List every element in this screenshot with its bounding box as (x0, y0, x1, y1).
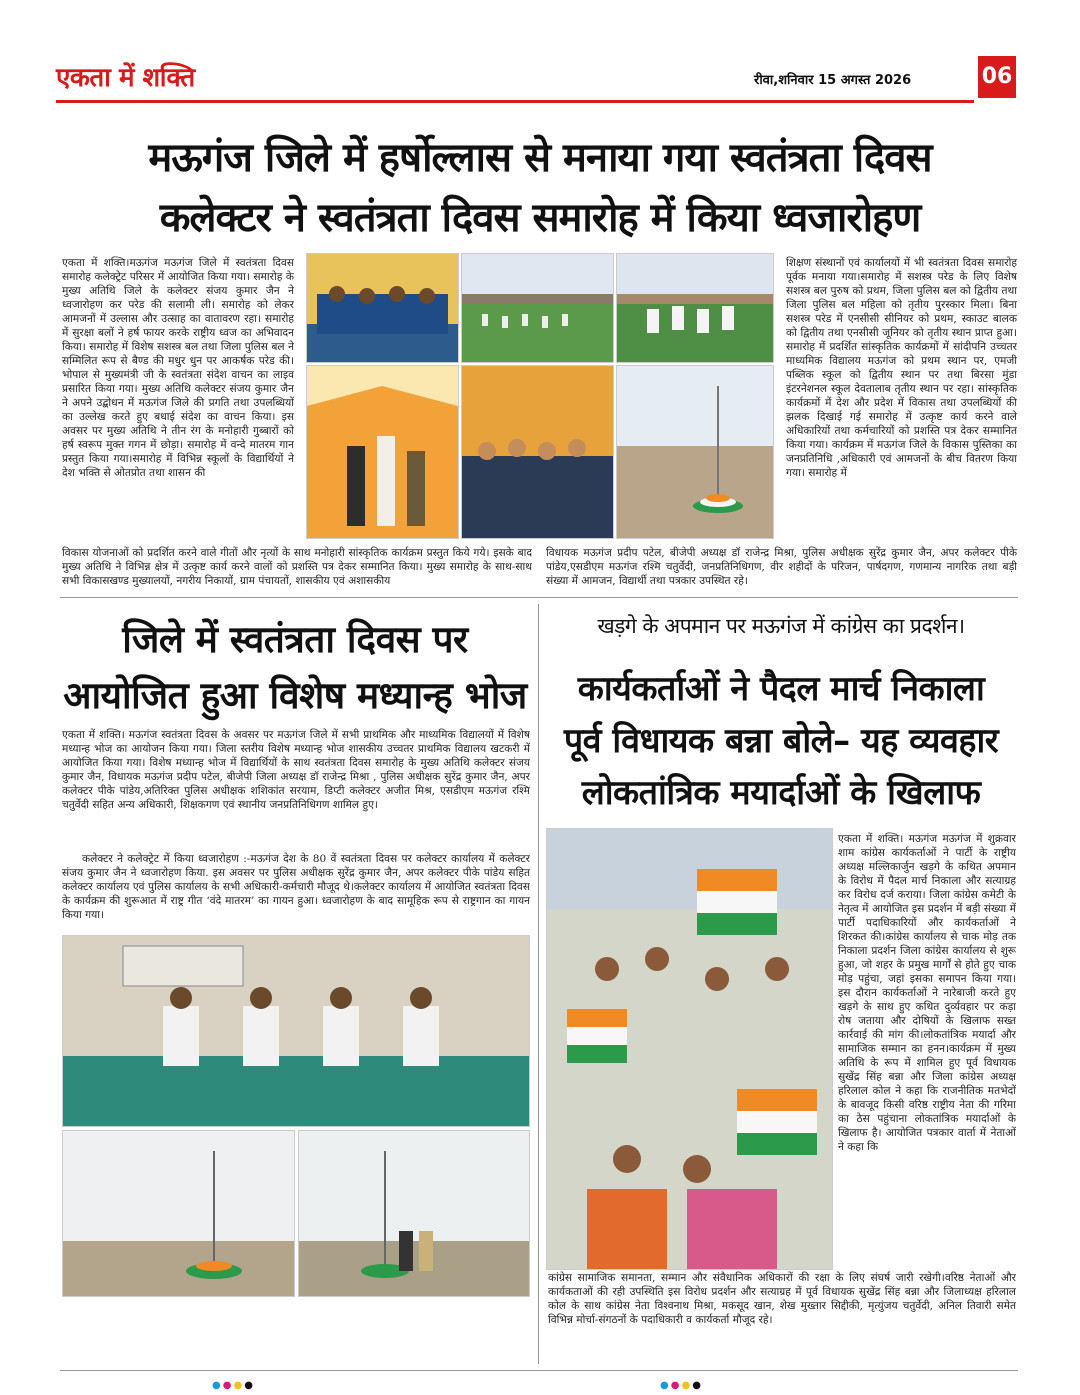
main-story-right-column: शिक्षण संस्थानों एवं कार्यालयों में भी स्वतंत्रता दिवस समारोह पूर्वक मनाया गया।समारोह में सशस्त्र परेड के लिए विशेष सशस्त्र बल पुरुष को प्रथम, जिला पुलिस बल को द्वितीय तथा जिला पुलिस बल महिला को तृतीय पुरस्कार मिला। बिना सशस्त्र परेड में एनसीसी सीनियर को प्रथम, स्काउट बालक को द्वितीय तथा एनसीसी जूनियर को तृतीय स्थान प्राप्त हुआ। समारोह में प्रदर्शित सांस्कृतिक कार्यक्रमों में सांदीपनि उच्चतर माध्यमिक विद्यालय मऊगंज को प्रथम स्थान पर, एमजी पब्लिक स्कूल को द्वितीय स्थान पर तथा बिरसा मुंडा इंटरनेशनल स्कूल देवतालाब तृतीय स्थान पर रहा। सांस्कृतिक कार्यक्रमों में देश और प्रदेश में विकास तथा उपलब्धियों की झलक दिखाई गई समारोह में उत्कृष्ट कार्य करने वाले अधिकारियों तथा कर्मचारियों को प्रशस्ति पत्र देकर सम्मानित किया गया। कार्यक्रम में मऊगंज जिले के विकास पुस्तिका का जनप्रतिनिधि ,अधिकारी एवं आमजनों के बीच वितरण किया गया। समारोह में (786, 257, 1017, 479)
congress-story-column: एकता में शक्ति। मऊगंज मऊगंज में शुक्रवार शाम कांग्रेस कार्यकर्ताओं ने पार्टी के राष्ट्रीय अध्यक्ष मल्लिकार्जुन खड़गे के कथित अपमान के विरोध में पैदल मार्च निकाला और सत्याग्रह कर विरोध दर्ज कराया। जिला कांग्रेस कमेटी के नेतृत्व में आयोजित इस प्रदर्शन में बड़ी संख्या में पार्टी पदाधिकारियों और कार्यकर्ताओं ने शिरकत की।कांग्रेस कार्यालय से चाक मोड़ तक निकाला प्रदर्शन जिला कांग्रेस कार्यालय से शुरू हुआ, जो शहर के प्रमुख मार्गों से होते हुए चाक मोड़ पहुंचा, जहां इसका समापन किया गया। इस दौरान कार्यकर्ताओं ने नारेबाजी करते हुए खड़गे के साथ हुए कथित दुर्व्यवहार पर कड़ा रोष जताया और दोषियों के खिलाफ सख्त कार्रवाई की मांग की।लोकतांत्रिक मयार्दा और सामाजिक सम्मान का हनन।कार्यक्रम में मुख्य अतिथि के रूप में शामिल हुए पूर्व विधायक सुखेंद्र सिंह बन्ना और जिला कांग्रेस अध्यक्ष हरिलाल कोल ने कहा कि राजनीतिक मतभेदों के बावजूद किसी वरिष्ठ राष्ट्रीय नेता की गरिमा का ठेस पहुंचाना लोकतांत्रिक मयार्दाओं के खिलाफ है। आयोजित पत्रकार वार्ता में नेताओं ने कहा कि (838, 833, 1016, 1153)
mid-day-meal-photo (62, 935, 530, 1127)
masthead (56, 56, 1016, 98)
students-performance-photo (616, 253, 774, 363)
bhoj-headline-1: जिले में स्वतंत्रता दिवस पर (122, 618, 468, 661)
main-story-left-bottom: विकास योजनाओं को प्रदर्शित करने वाले गीतों और नृत्यों के साथ मनोहारी सांस्कृतिक कार्यक्रम प्रस्तुत किये गये। इसके बाद मुख्य अतिथि ने विभिन्न क्षेत्र में उत्कृष्ट कार्य करने वालों को प्रशस्ति पत्र देकर सम्मानित किया। मुख्य समारोह के साथ-साथ सभी विकासखण्ड मुख्यालयों, नगरीय निकायों, ग्राम पंचायतों, शासकीय एवं अशासकीय (62, 547, 532, 587)
office-flag-hoisting-photo-1 (62, 1130, 295, 1297)
office-flag-hoisting-photo-2 (298, 1130, 530, 1297)
footer-dots-right: ●●●● (660, 1380, 703, 1391)
date-line: रीवा,शनिवार 15 अगस्त 2026 (754, 73, 912, 88)
masthead-rule (56, 100, 974, 103)
bhoj-headline-2: आयोजित हुआ विशेष मध्यान्ह भोज (63, 674, 527, 717)
main-story-left-column: एकता में शक्ति।मऊगंज मऊगंज जिले में स्वतंत्रता दिवस समारोह कलेक्ट्रेट परिसर में आयोजित किया गया। समारोह के मुख्य अतिथि जिले के कलेक्टर संजय कुमार जैन ने ध्वजारोहण कर परेड की सलामी ली। समारोह को लेकर आमजनों में उल्लास और उत्साह का वातावरण रहा। समारोह में सुरक्षा बलों ने हर्ष फायर करके राष्ट्रीय ध्वज का अभिवादन किया। समारोह में विशेष सशस्त्र बल तथा जिला पुलिस बल ने सम्मिलित रूप से बैण्ड की मधुर धुन पर आकर्षक परेड की। भोपाल से मुख्यमंत्री जी के स्वतंत्रता संदेश वाचन का लाइव प्रसारित किया गया। मुख्य अतिथि कलेक्टर संजय कुमार जैन ने अपने उद्बोधन में मऊगंज जिले की प्रगति तथा उपलब्धियों का उल्लेख करते हुए बधाई संदेश का वाचन किया। इस अवसर पर मुख्य अतिथि ने तीन रंग के मनोहारी गुब्बारों को हर्ष स्वरूप मुक्त गगन में छोड़ा। समारोह में वन्दे मातरम गान प्रस्तुत किया गया।समारोह में विभिन्न स्कूलों के विद्यार्थियों ने देश भक्ति से ओतप्रोत तथा शासन की (62, 257, 294, 479)
bhoj-para-1: एकता में शक्ति। मऊगंज स्वतंत्रता दिवस के अवसर पर मऊगंज जिले में सभी प्राथमिक और माध्यमिक विद्यालयों में विशेष मध्यान्ह भोज का आयोजन किया गया। जिला स्तरीय विशेष मध्यान्ह भोज शासकीय उच्चतर प्राथमिक विद्यालय खटकरी में आयोजित किया गया। विशेष मध्यान्ह भोज में विद्यार्थियों के साथ स्वतंत्रता दिवस समारोह के मुख्य अतिथि कलेक्टर संजय कुमार जैन, विधायक मऊगंज प्रदीप पटेल, बीजेपी जिला अध्यक्ष डॉ राजेन्द्र मिश्रा , पुलिस अधीक्षक सुरेंद्र कुमार जैन, अपर कलेक्टर पीके पांडेय,अतिरिक्त पुलिस अधीक्षक शशिकांत सरयाम, डिप्टी कलेक्टर अजीत मिश्र, एसडीएम मऊगंज रश्मि चतुर्वेदी सहित अन्य अधिकारी, शिक्षकगण एवं स्थानीय जनप्रतिनिधिगण शामिल हुए। (62, 729, 530, 811)
congress-headline-3: लोकतांत्रिक मयार्दाओं के खिलाफ (581, 773, 981, 813)
collector-flag-salute-photo (306, 365, 459, 539)
congress-headline-1: कार्यकर्ताओं ने पैदल मार्च निकाला (577, 669, 985, 709)
main-story-right-bottom: विधायक मऊगंज प्रदीप पटेल, बीजेपी अध्यक्ष डॉ राजेन्द्र मिश्रा, पुलिस अधीक्षक सुरेंद्र कुमार जैन, अपर कलेक्टर पीके पांडेय,एसडीएम मऊगंज रश्मि चतुर्वेदी, जनप्रतिनिधिगण, वीर शहीदों के परिजन, पार्षदगण, गणमान्य नागरिक तथा बड़ी संख्या में आमजन, विद्यार्थी तथा पत्रकार उपस्थित रहे। (546, 547, 1017, 587)
main-headline-1: मऊगंज जिले में हर्षोल्लास से मनाया गया स्वतंत्रता दिवस (148, 135, 932, 181)
students-group-photo (306, 253, 459, 363)
congress-headline-2: पूर्व विधायक बन्ना बोले– यह व्यवहार (563, 721, 999, 761)
congress-march-photo (546, 828, 833, 1270)
section-divider (60, 597, 1018, 598)
main-headline-2: कलेक्टर ने स्वतंत्रता दिवस समारोह में किया ध्वजारोहण (159, 195, 921, 241)
congress-kicker: खड़गे के अपमान पर मऊगंज में कांग्रेस का प्रदर्शन। (597, 614, 965, 638)
page-number-badge: 06 (978, 56, 1016, 98)
footer-dots-left: ●●●● (212, 1380, 255, 1391)
officials-seated-photo (461, 365, 614, 539)
congress-story-bottom: कांग्रेस सामाजिक समानता, सम्मान और संवैधानिक अधिकारों की रक्षा के लिए संघर्ष जारी रखेगी।वरिष्ठ नेताओं और कार्यकताओं की रही उपस्थिति इस विरोध प्रदर्शन और सत्याग्रह में पूर्व विधायक सुखेंद्र सिंह बन्ना और जिलाध्यक्ष हरिलाल कोल के साथ कांग्रेस नेता विश्वनाथ मिश्रा, मकसूद खान, शेख मुख्तार सिद्दीकी, मृत्युंजय चतुर्वेदी, अनिल तिवारी समेत विभिन्न मोर्चा-संगठनों के पदाधिकारी व कार्यकर्ता मौजूद रहे। (548, 1272, 1016, 1326)
bhoj-para-2: कलेक्टर ने कलेक्ट्रेट में किया ध्वजारोहण :-मऊगंज देश के 80 वें स्वतंत्रता दिवस पर कलेक्टर कार्यालय में कलेक्टर संजय कुमार जैन ने ध्वजारोहण किया. इस अवसर पर पुलिस अधीक्षक सुरेंद्र कुमार जैन, अपर कलेक्टर पीके पांडेय सहित कलेक्टर कार्यालय एवं पुलिस कार्यालय के सभी अधिकारी-कर्मचारी मौजूद थे।कलेक्टर कार्यालय में आयोजित स्वतंत्रता दिवस के कार्यक्रम की शुरूआत में राष्ट्र गीत ‘वंदे मातरम’ का गायन हुआ। ध्वजारोहण के बाद सामूहिक रूप से राष्ट्रगान का गायन किया गया। (62, 853, 530, 921)
column-divider (538, 604, 539, 1364)
flagpole-ground-photo (616, 365, 774, 539)
brand-logo: एकता में शक्ति (56, 63, 195, 93)
footer-rule (60, 1370, 1018, 1371)
parade-ground-photo (461, 253, 614, 363)
